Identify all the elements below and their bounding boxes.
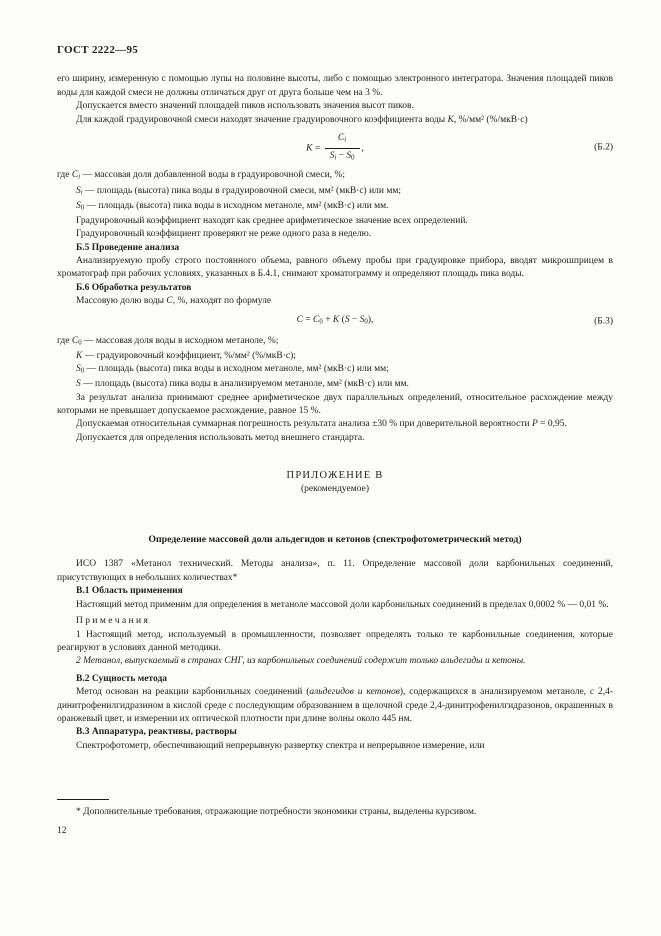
formula-b3-expression: C = C0 + K (S − S0),: [296, 315, 374, 326]
formula-b2-trailing-comma: ,: [361, 143, 364, 154]
definition-c0: где C0 — массовая доля воды в исходном метаноле, %;: [57, 335, 279, 347]
para-v2-essence: Метод основан на реакции карбонильных соединений (альдегидов и кетонов), содержащихся в анализируемом метаноле, с 2,4-динитрофенилгидразином в кислой среде с последующим образованием в щелочной среде 2,4-динитрофенилгидразонов, окрашенных в оранжевый цвет, и измерении их оптической плотности при длине волны около 445 нм.: [57, 687, 614, 724]
footnote-text: * Дополнительные требования, отражающие потребности экономики страны, выделены курсивом.: [76, 807, 477, 817]
para-allow-heights: Допускается вместо значений площадей пиков использовать значения высот пиков.: [76, 101, 414, 112]
definition-k: K — градуировочный коэффициент, %/мм² (%/мкВ·с);: [76, 350, 296, 361]
note-1: 1 Настоящий метод, используемый в промышленности, позволяет определять только те карбонильные соединения, которые реагируют в условиях данной методики.: [57, 629, 613, 653]
heading-v1: В.1 Область применения: [76, 586, 183, 597]
definition-ci: где Ci — массовая доля добавленной воды в градуировочной смеси, %;: [57, 170, 345, 182]
para-iso-reference: ИСО 1387 «Метанол технический. Методы анализа», п. 11. Определение массовой доли карбонильных соединений, присутствующих в небольших количествах*: [57, 559, 613, 583]
formula-b2-lhs: K =: [306, 143, 323, 154]
para-b5-analysis: Анализируемую пробу строго постоянного объема, равного объему пробы при градуировке прибора, вводят микрошприцем в хроматограф при рабочих условиях, указанных в Б.4.1, снимают хроматограмму и определяют площадь пика воды.: [57, 255, 613, 280]
para-b6-intro: Массовую долю воды C, %, находят по формуле: [76, 296, 272, 307]
formula-b2-numerator: Ci: [337, 133, 347, 144]
heading-b6: Б.6 Обработка результатов: [76, 282, 192, 293]
footnote-block: [57, 799, 613, 819]
formula-b2-expression: [57, 132, 613, 164]
note-2: 2 Метанол, выпускаемый в странах СНГ, из карбонильных соединений содержит только альдегиды и кетоны.: [76, 656, 526, 667]
page-number: 12: [57, 826, 67, 836]
para-result-rule: За результат анализа принимают среднее арифметическое двух параллельных определений, относительное расхождение между которыми не превышает допускаемое расхождение, равное 15 %.: [57, 392, 613, 417]
page-content: [57, 44, 613, 753]
heading-v3: В.3 Аппаратура, реактивы, растворы: [76, 727, 237, 738]
para-v1-scope: Настоящий метод применим для определения в метаноле массовой доли карбонильных соединений в пределах 0,0002 % — 0,01 %.: [76, 599, 609, 610]
appendix-v-subtitle: (рекомендуемое): [300, 483, 370, 494]
heading-b5: Б.5 Проведение анализа: [76, 242, 180, 253]
definition-si: Si — площадь (высота) пика воды в градуировочной смеси, мм² (мкВ·с) или мм;: [76, 185, 402, 197]
formula-b2: [57, 132, 613, 164]
para-external-standard: Допускается для определения использовать метод внешнего стандарта.: [76, 432, 365, 443]
formula-b3: [57, 314, 613, 330]
heading-v2: В.2 Сущность метода: [76, 673, 167, 684]
definition-s: S — площадь (высота) пика воды в анализируемом метаноле, мм² (мкВ·с) или мм.: [76, 379, 409, 390]
para-coefficient-check: Градуировочный коэффициент проверяют не реже одного раза в неделю.: [76, 229, 372, 240]
formula-b2-denominator: Si − S0: [325, 148, 360, 165]
document-title: ГОСТ 2222—95: [57, 44, 139, 56]
para-v3-apparatus: Спектрофотометр, обеспечивающий непрерывную развертку спектра и непрерывное измерение, или: [76, 740, 485, 751]
definition-s0-2: S0 — площадь (высота) пика воды в исходном метаноле, мм² (мкВ·с) или мм;: [76, 364, 389, 375]
para-error-margin: Допускаемая относительная суммарная погрешность результата анализа ±30 % при доверительной вероятности P = 0,95.: [76, 419, 567, 430]
para-coefficient-mean: Градуировочный коэффициент находят как среднее арифметическое значение всех определений.: [76, 215, 468, 226]
formula-b2-label: (Б.2): [594, 142, 613, 153]
appendix-v-title: ПРИЛОЖЕНИЕ В: [286, 470, 384, 482]
formula-b3-label: (Б.3): [594, 315, 613, 326]
footnote-divider: [57, 799, 109, 800]
notes-label: П р и м е ч а н и я: [76, 616, 148, 627]
para-coefficient-intro: Для каждой градуировочной смеси находят значение градуировочного коэффициента воды K, %/мм² (%/мкВ·с): [76, 114, 528, 125]
appendix-v-heading: Определение массовой доли альдегидов и кетонов (спектрофотометрический метод): [148, 534, 522, 546]
definition-s0: S0 — площадь (высота) пика воды в исходном метаноле, мм² (мкВ·с) или мм.: [76, 200, 389, 212]
formula-b2-fraction: [325, 132, 360, 164]
para-continuation: его ширину, измеренную с помощью лупы на половине высоты, либо с помощью электронного интегратора. Значения площадей пиков воды для каждой смеси не должны отличаться друг от друга больше чем на 3 %.: [57, 74, 613, 98]
